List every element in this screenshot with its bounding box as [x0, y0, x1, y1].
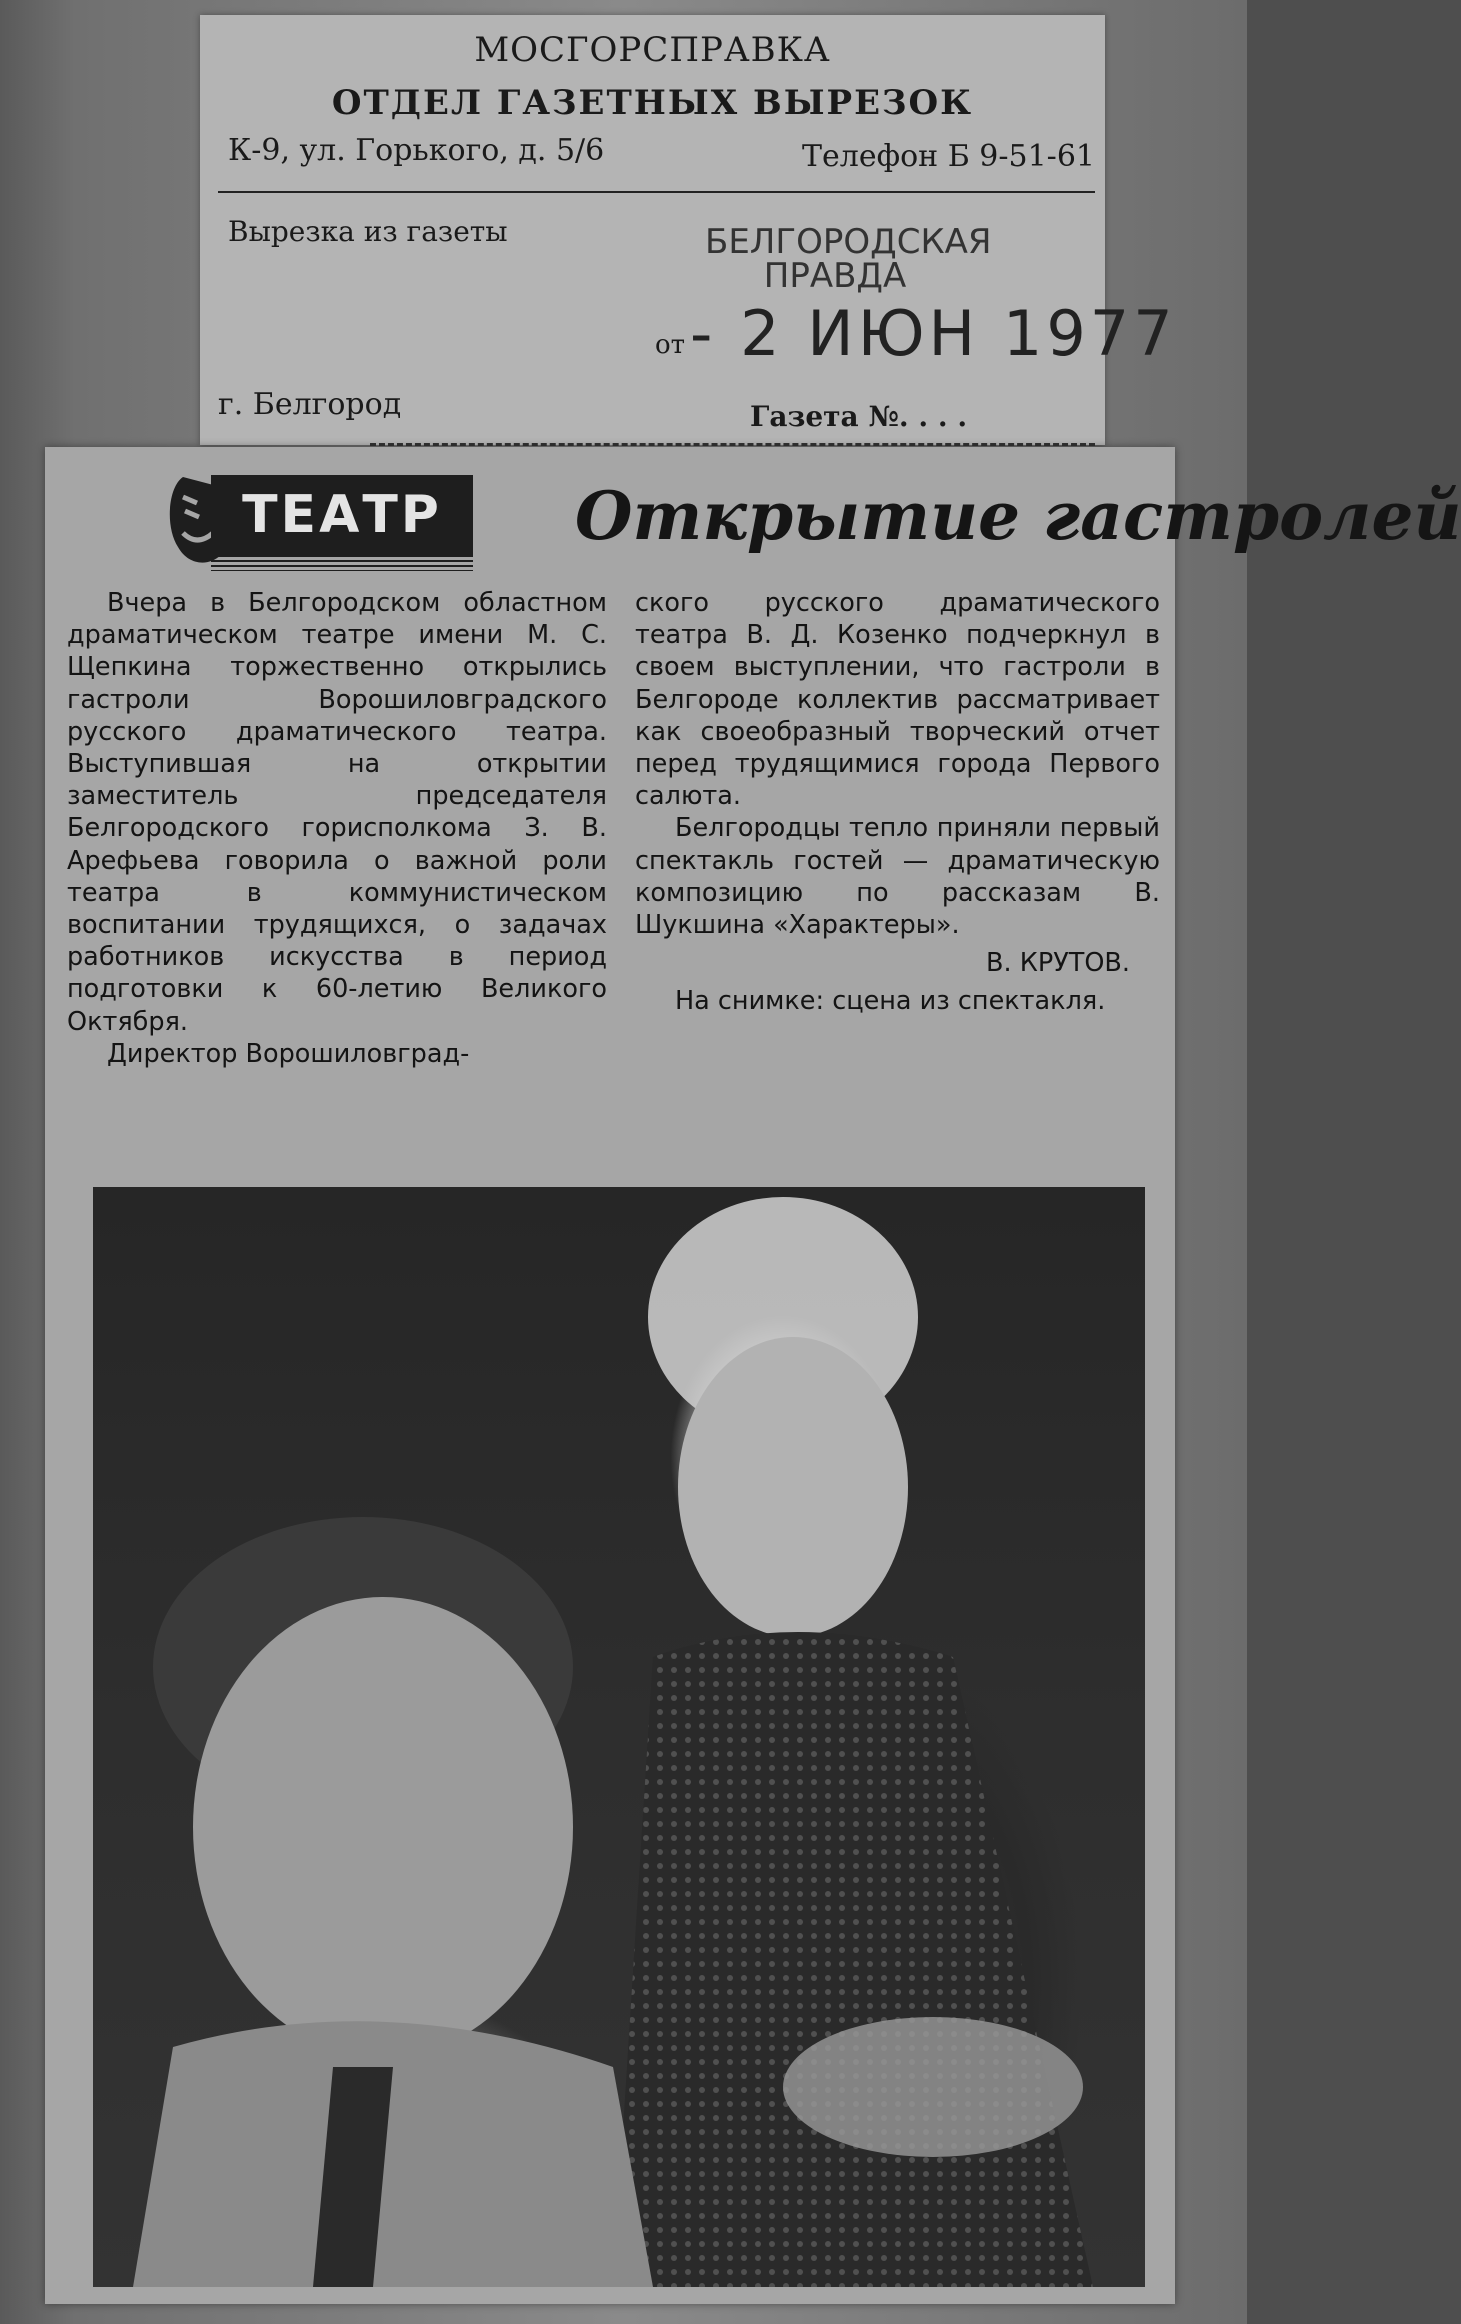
slip-cutting-label: Вырезка из газеты — [228, 215, 508, 248]
slip-address: К-9, ул. Горького, д. 5/6 — [228, 133, 605, 168]
slip-department: ОТДЕЛ ГАЗЕТНЫХ ВЫРЕЗОК — [331, 83, 974, 123]
article-paragraph: ского русского драматического театра В. Д. Козенко подчеркнул в своем выступлении, что гастроли в Белгороде коллектив рассматривает как своеобразный творческий отчет перед трудящимися города Первого салюта. — [635, 588, 1160, 812]
photo-figures — [93, 1187, 1145, 2287]
scene-photo — [93, 1187, 1145, 2287]
slip-organization: МОСГОРСПРАВКА — [474, 30, 831, 70]
article-paragraph: Вчера в Белгородском областном драматическом театре имени М. С. Щепкина торжественно открылись гастроли Ворошиловградского русского драматического театра. Выступившая на открытии заместитель председателя Белгородского горисполкома З. В. Арефьева говорила о важной роли театра в коммунистическом воспитании трудящихся, о задачах работников искусства в период подготовки к 60-летию Великого Октября. — [67, 588, 607, 1037]
article-column-left — [67, 587, 607, 1070]
article-headline: Открытие гастролей — [575, 477, 1461, 555]
clipping-slip — [200, 15, 1177, 445]
rubric-stripes — [211, 555, 473, 571]
slip-paper-number: Газета №. . . . — [750, 400, 968, 433]
date-stamp: - 2 ИЮН 1977 — [690, 297, 1177, 370]
newspaper-name-text: БЕЛГОРОДСКАЯ ПРАВДА — [705, 222, 992, 296]
photo-caption: На снимке: сцена из спектакля. — [675, 986, 1106, 1017]
newspaper-clipping — [45, 447, 1461, 2304]
slip-date-prefix: от — [655, 330, 686, 360]
newspaper-name-stamp — [705, 222, 992, 296]
rubric-label: ТЕАТР — [211, 475, 473, 555]
slip-phone: Телефон Б 9-51-61 — [802, 139, 1095, 174]
slip-bottom-divider — [370, 443, 1095, 446]
article-signature: В. КРУТОВ. — [986, 948, 1130, 979]
slip-divider — [218, 191, 1095, 193]
article-column-right — [635, 587, 1160, 1018]
slip-city: г. Белгород — [218, 387, 402, 422]
rubric-header — [163, 467, 483, 577]
article-paragraph: Директор Ворошиловград- — [107, 1038, 470, 1069]
article-paragraph: Белгородцы тепло приняли первый спектакль гостей — драматическую композицию по рассказам В. Шукшина «Характеры». — [635, 813, 1160, 941]
